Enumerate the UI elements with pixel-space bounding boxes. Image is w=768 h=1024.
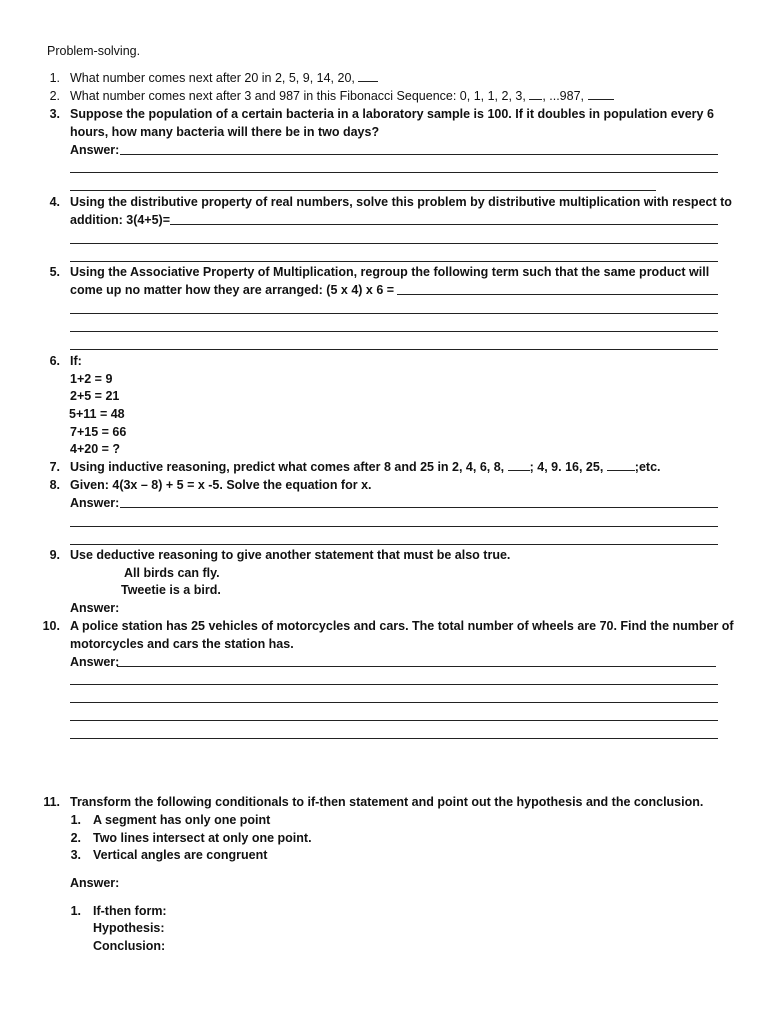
question-number-9: 9.: [49, 548, 60, 562]
question-number-1: 1.: [49, 71, 60, 85]
list-item: Two lines intersect at only one point.: [93, 831, 312, 845]
question-number-10: 10.: [42, 619, 60, 633]
if-then-form-label: If-then form:: [93, 904, 167, 918]
question-1-text: [70, 70, 378, 86]
question-6-label: If:: [70, 354, 82, 368]
answer-line[interactable]: [70, 684, 718, 685]
question-number-5: 5.: [49, 265, 60, 279]
question-number-3: 3.: [49, 107, 60, 121]
answer-line[interactable]: [70, 702, 718, 703]
conclusion-label: Conclusion:: [93, 939, 166, 953]
answer-line[interactable]: [70, 544, 718, 545]
question-2-prompt: What number comes next after 3 and 987 in this Fibonacci Sequence: 0, 1, 1, 2, 3,: [70, 89, 526, 103]
question-1-prompt: What number comes next after 20 in 2, 5, 9, 14, 20,: [70, 71, 355, 85]
answer-line[interactable]: [70, 313, 718, 314]
question-8-text: Given: 4(3x – 8) + 5 = x -5. Solve the equation for x.: [70, 478, 372, 492]
question-number-11: 11.: [43, 795, 60, 809]
question-4-line-1: Using the distributive property of real numbers, solve this problem by distributive multiplication with respect to: [70, 195, 732, 209]
question-1-blank[interactable]: [358, 70, 378, 82]
question-11-answer-label: Answer:: [70, 876, 120, 890]
list-item-number: 1.: [70, 813, 81, 827]
question-number-7: 7.: [49, 460, 60, 474]
list-item-number: 1.: [70, 904, 81, 918]
equation: 1+2 = 9: [70, 372, 113, 386]
question-3-line-2: hours, how many bacteria will there be in two days?: [70, 125, 380, 139]
equation: 7+15 = 66: [70, 425, 127, 439]
question-7-blank-1[interactable]: [508, 459, 530, 471]
question-number-2: 2.: [49, 89, 60, 103]
list-item-number: 2.: [70, 831, 81, 845]
question-2-blank-1[interactable]: [529, 88, 542, 100]
answer-line[interactable]: [120, 507, 718, 508]
question-9-answer-label: Answer:: [70, 601, 120, 615]
question-7-prompt-a: Using inductive reasoning, predict what comes after 8 and 25 in 2, 4, 6, 8,: [70, 460, 505, 474]
premise-1: All birds can fly.: [124, 566, 220, 580]
question-number-6: 6.: [49, 354, 60, 368]
question-number-8: 8.: [49, 478, 60, 492]
list-item: Vertical angles are congruent: [93, 848, 268, 862]
equation: 5+11 = 48: [69, 407, 125, 421]
question-8-answer-label: Answer:: [70, 496, 120, 510]
list-item: A segment has only one point: [93, 813, 271, 827]
list-item-number: 3.: [70, 848, 81, 862]
question-4-line-2: addition: 3(4+5)=: [70, 213, 171, 227]
equation: 2+5 = 21: [70, 389, 120, 403]
hypothesis-label: Hypothesis:: [93, 921, 165, 935]
question-2-text: [70, 88, 614, 104]
question-3-answer-label: Answer:: [70, 143, 120, 157]
answer-line[interactable]: [70, 243, 718, 244]
answer-line[interactable]: [70, 190, 656, 191]
question-5-line-1: Using the Associative Property of Multiplication, regroup the following term such that the same product will: [70, 265, 710, 279]
answer-line[interactable]: [70, 331, 718, 332]
question-7-text: [70, 459, 661, 475]
question-2-blank-2[interactable]: [588, 88, 614, 100]
answer-line[interactable]: [70, 738, 718, 739]
question-number-4: 4.: [49, 195, 60, 209]
answer-line[interactable]: [70, 261, 718, 262]
answer-line[interactable]: [170, 224, 718, 225]
question-7-blank-2[interactable]: [607, 459, 635, 471]
answer-line[interactable]: [70, 172, 718, 173]
question-7-prompt-b: ; 4, 9. 16, 25,: [529, 460, 604, 474]
question-3-line-1: Suppose the population of a certain bacteria in a laboratory sample is 100. If it doubles in population every 6: [70, 107, 714, 121]
question-7-prompt-c: ;etc.: [634, 460, 661, 474]
answer-line[interactable]: [117, 666, 716, 667]
premise-2: Tweetie is a bird.: [121, 583, 221, 597]
question-10-answer-label: Answer:: [70, 655, 120, 669]
question-11-text: Transform the following conditionals to if-then statement and point out the hypothesis and the conclusion.: [70, 795, 704, 809]
answer-line[interactable]: [120, 154, 718, 155]
question-2-prompt-b: , ...987,: [542, 89, 585, 103]
page-title: Problem-solving.: [47, 44, 141, 58]
question-10-line-1: A police station has 25 vehicles of motorcycles and cars. The total number of wheels are 70. Find the number of: [70, 619, 734, 633]
answer-line[interactable]: [397, 294, 718, 295]
answer-line[interactable]: [70, 349, 718, 350]
question-10-line-2: motorcycles and cars the station has.: [70, 637, 294, 651]
answer-line[interactable]: [70, 720, 718, 721]
question-9-text: Use deductive reasoning to give another statement that must be also true.: [70, 548, 511, 562]
question-5-line-2: come up no matter how they are arranged: (5 x 4) x 6 =: [70, 283, 395, 297]
equation: 4+20 = ?: [70, 442, 121, 456]
answer-line[interactable]: [70, 526, 718, 527]
